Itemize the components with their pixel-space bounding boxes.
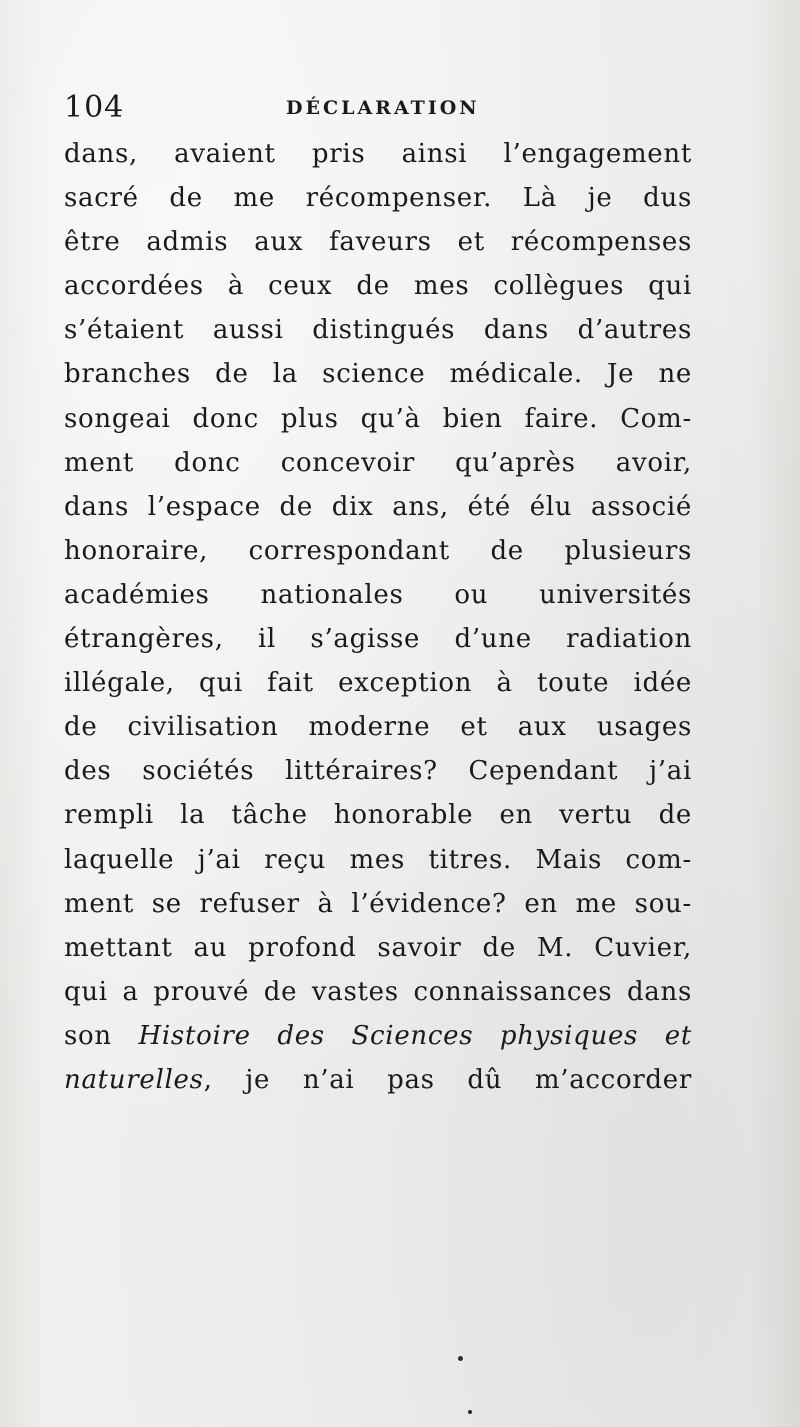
ink-speck bbox=[468, 1410, 472, 1414]
text-line: de civilisation moderne et aux usages bbox=[64, 712, 692, 743]
text-line bbox=[64, 1014, 692, 1058]
text-line: qui a prouvé de vastes connaissances dans bbox=[64, 976, 692, 1007]
text-line: ment se refuser à l’évidence? en me sou- bbox=[64, 888, 692, 919]
body-text bbox=[64, 132, 692, 1102]
text-segment: son bbox=[64, 1020, 139, 1051]
text-line: étrangères, il s’agisse d’une radiation bbox=[64, 624, 692, 655]
text-segment: , je n’ai pas dû m’accorder bbox=[203, 1064, 692, 1095]
italic-book-title: naturelles bbox=[64, 1064, 204, 1095]
text-line: songeai donc plus qu’à bien faire. Com- bbox=[64, 403, 692, 434]
text-line: mettant au profond savoir de M. Cuvier, bbox=[64, 932, 692, 963]
text-line: académies nationales ou universités bbox=[64, 579, 692, 610]
text-line: dans l’espace de dix ans, été élu associé bbox=[64, 491, 692, 522]
text-line: illégale, qui fait exception à toute idée bbox=[64, 668, 692, 699]
ink-speck bbox=[458, 1356, 463, 1361]
running-head: DÉCLARATION bbox=[286, 97, 480, 119]
text-line: accordées à ceux de mes collègues qui bbox=[64, 271, 692, 302]
text-line: branches de la science médicale. Je ne bbox=[64, 359, 692, 390]
text-line bbox=[64, 1058, 692, 1102]
page-number: 104 bbox=[64, 90, 125, 125]
text-line: sacré de me récompenser. Là je dus bbox=[64, 183, 692, 214]
text-line: laquelle j’ai reçu mes titres. Mais com- bbox=[64, 844, 692, 875]
italic-book-title: Histoire des Sciences physiques et bbox=[138, 1020, 692, 1051]
text-line: dans, avaient pris ainsi l’engagement bbox=[64, 139, 692, 169]
text-line: s’étaient aussi distingués dans d’autres bbox=[64, 315, 692, 346]
page-header bbox=[64, 88, 704, 128]
text-line: être admis aux faveurs et récompenses bbox=[64, 227, 692, 258]
text-line: des sociétés littéraires? Cependant j’ai bbox=[64, 756, 692, 787]
text-line: honoraire, correspondant de plusieurs bbox=[64, 535, 692, 566]
text-line: rempli la tâche honorable en vertu de bbox=[64, 800, 692, 831]
text-line: ment donc concevoir qu’après avoir, bbox=[64, 447, 692, 478]
